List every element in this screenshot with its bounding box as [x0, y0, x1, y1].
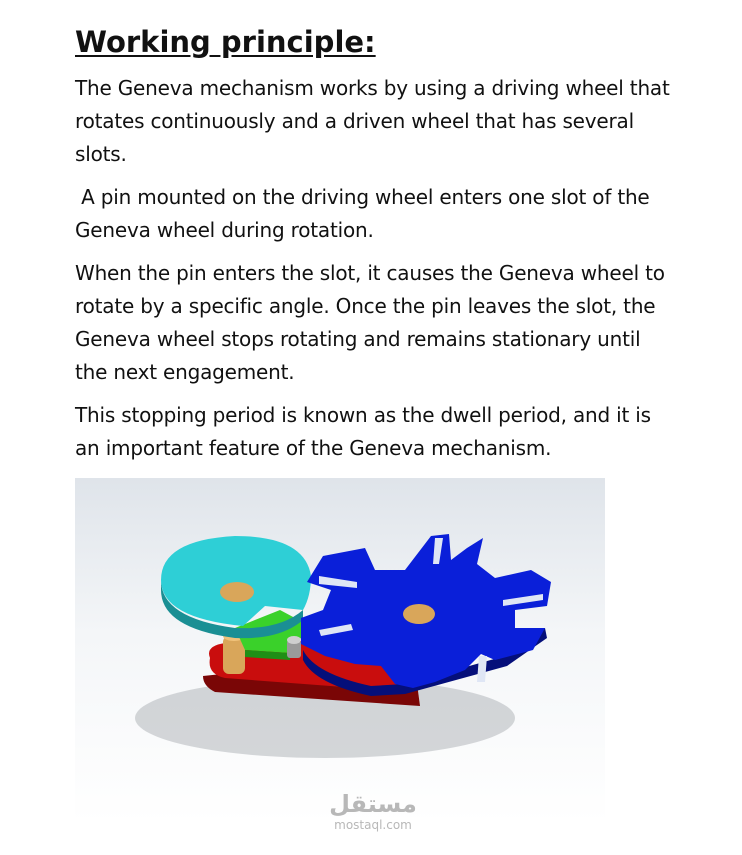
paragraph-2: A pin mounted on the driving wheel enters one slot of the Geneva wheel during rotation.	[75, 185, 656, 242]
geneva-mechanism-image	[75, 478, 605, 823]
document-page	[75, 22, 675, 475]
geneva-wheel-hub	[403, 604, 435, 624]
watermark-url: mostaql.com	[334, 818, 412, 832]
section-heading: Working principle:	[75, 25, 376, 59]
watermark-logo	[318, 790, 428, 832]
watermark-arabic: مستقل	[329, 790, 417, 818]
paragraph-4: This stopping period is known as the dwell period, and it is an important feature of the Geneva mechanism.	[75, 403, 651, 460]
geneva-slot-4	[477, 656, 487, 682]
paragraph-1: The Geneva mechanism works by using a driving wheel that rotates continuously and a driven wheel that has several slots.	[75, 76, 670, 166]
drive-pin-top	[287, 636, 301, 644]
paragraph-3: When the pin enters the slot, it causes the Geneva wheel to rotate by a specific angle. Once the pin leaves the slot, the Geneva wheel stops rotating and remains stationary until the next engagement.	[75, 261, 665, 384]
driving-wheel	[161, 536, 311, 626]
driving-wheel-hub	[220, 582, 254, 602]
